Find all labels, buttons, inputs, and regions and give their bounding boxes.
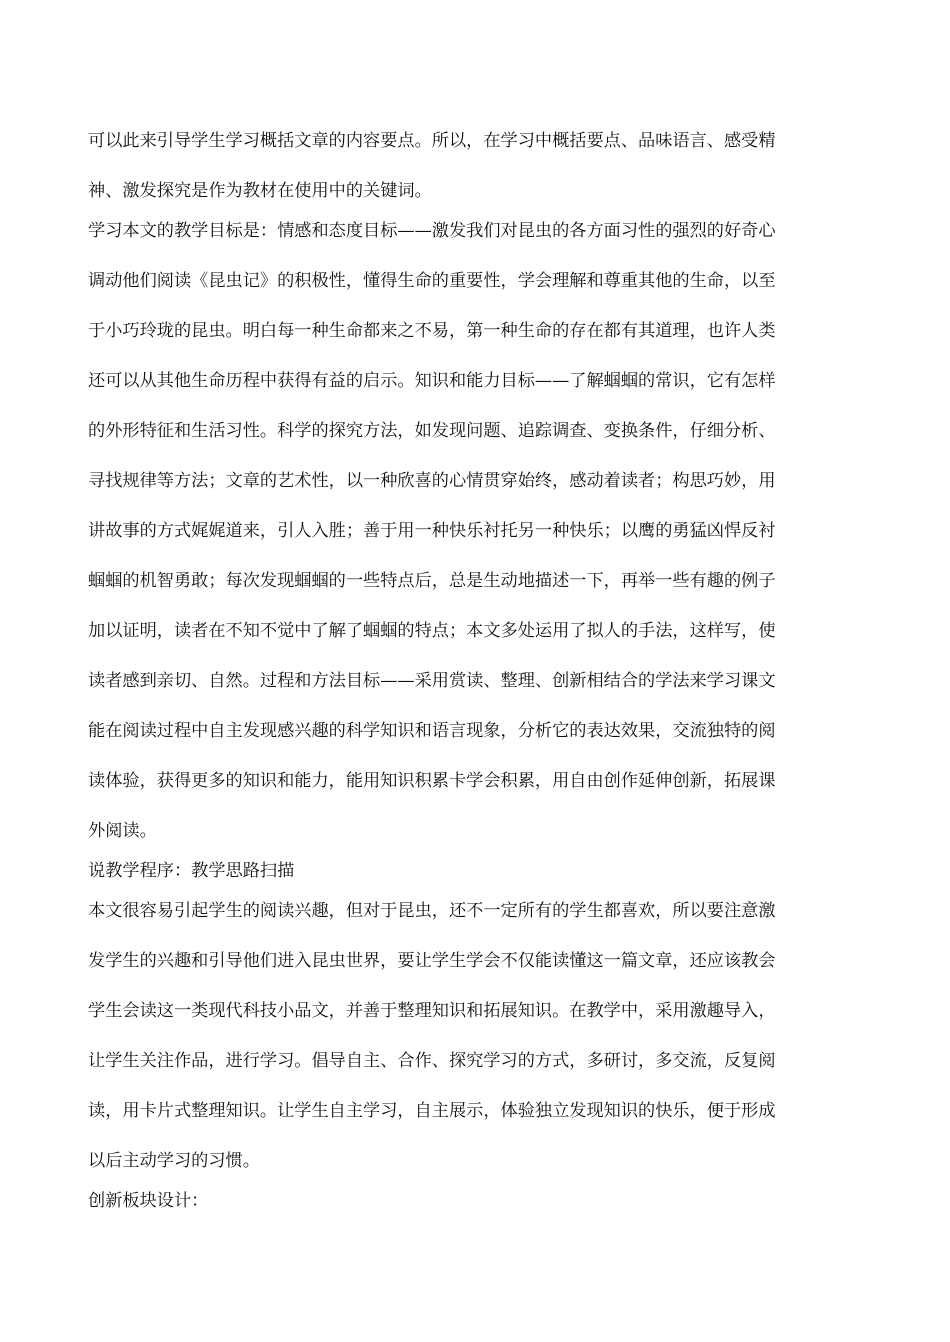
text-line: 寻找规律等方法；文章的艺术性，以一种欣喜的心情贯穿始终，感动着读者；构思巧妙，用 [88, 471, 776, 491]
text-line: 以后主动学习的习惯。 [88, 1151, 260, 1171]
text-line: 学生会读这一类现代科技小品文，并善于整理知识和拓展知识。在教学中，采用激趣导入， [88, 1001, 776, 1021]
text-line: 外阅读。 [88, 821, 157, 841]
text-line: 能在阅读过程中自主发现感兴趣的科学知识和语言现象，分析它的表达效果，交流独特的阅 [88, 721, 776, 741]
text-line: 于小巧玲珑的昆虫。明白每一种生命都来之不易，第一种生命的存在都有其道理，也许人类 [88, 321, 776, 341]
body-text [88, 125, 868, 1217]
text-line: 还可以从其他生命历程中获得有益的启示。知识和能力目标——了解蝈蝈的常识，它有怎样 [88, 371, 776, 391]
text-line: 读，用卡片式整理知识。让学生自主学习，自主展示，体验独立发现知识的快乐，便于形成 [88, 1101, 776, 1121]
text-line: 读者感到亲切、自然。过程和方法目标——采用赏读、整理、创新相结合的学法来学习课文 [88, 671, 776, 691]
text-line: 可以此来引导学生学习概括文章的内容要点。所以，在学习中概括要点、品味语言、感受精 [88, 131, 776, 151]
text-line: 神、激发探究是作为教材在使用中的关键词。 [88, 181, 432, 201]
text-line: 蝈蝈的机智勇敢；每次发现蝈蝈的一些特点后，总是生动地描述一下，再举一些有趣的例子 [88, 571, 776, 591]
text-line: 让学生关注作品，进行学习。倡导自主、合作、探究学习的方式，多研讨，多交流，反复阅 [88, 1051, 776, 1071]
text-line: 调动他们阅读《昆虫记》的积极性，懂得生命的重要性，学会理解和尊重其他的生命，以至 [88, 271, 776, 291]
text-line: 本文很容易引起学生的阅读兴趣，但对于昆虫，还不一定所有的学生都喜欢，所以要注意激 [88, 901, 776, 921]
text-line: 的外形特征和生活习性。科学的探究方法，如发现问题、追踪调查、变换条件，仔细分析、 [88, 421, 776, 441]
text-line: 读体验，获得更多的知识和能力，能用知识积累卡学会积累，用自由创作延伸创新，拓展课 [88, 771, 776, 791]
section-heading: 创新板块设计： [88, 1191, 209, 1211]
text-line: 加以证明，读者在不知不觉中了解了蝈蝈的特点；本文多处运用了拟人的手法，这样写，使 [88, 621, 776, 641]
text-line: 发学生的兴趣和引导他们进入昆虫世界，要让学生学会不仅能读懂这一篇文章，还应该教会 [88, 951, 776, 971]
section-heading: 说教学程序：教学思路扫描 [88, 861, 295, 881]
text-line: 学习本文的教学目标是：情感和态度目标——激发我们对昆虫的各方面习性的强烈的好奇心 [88, 221, 776, 241]
text-line: 讲故事的方式娓娓道来，引人入胜；善于用一种快乐衬托另一种快乐；以鹰的勇猛凶悍反衬 [88, 521, 776, 541]
